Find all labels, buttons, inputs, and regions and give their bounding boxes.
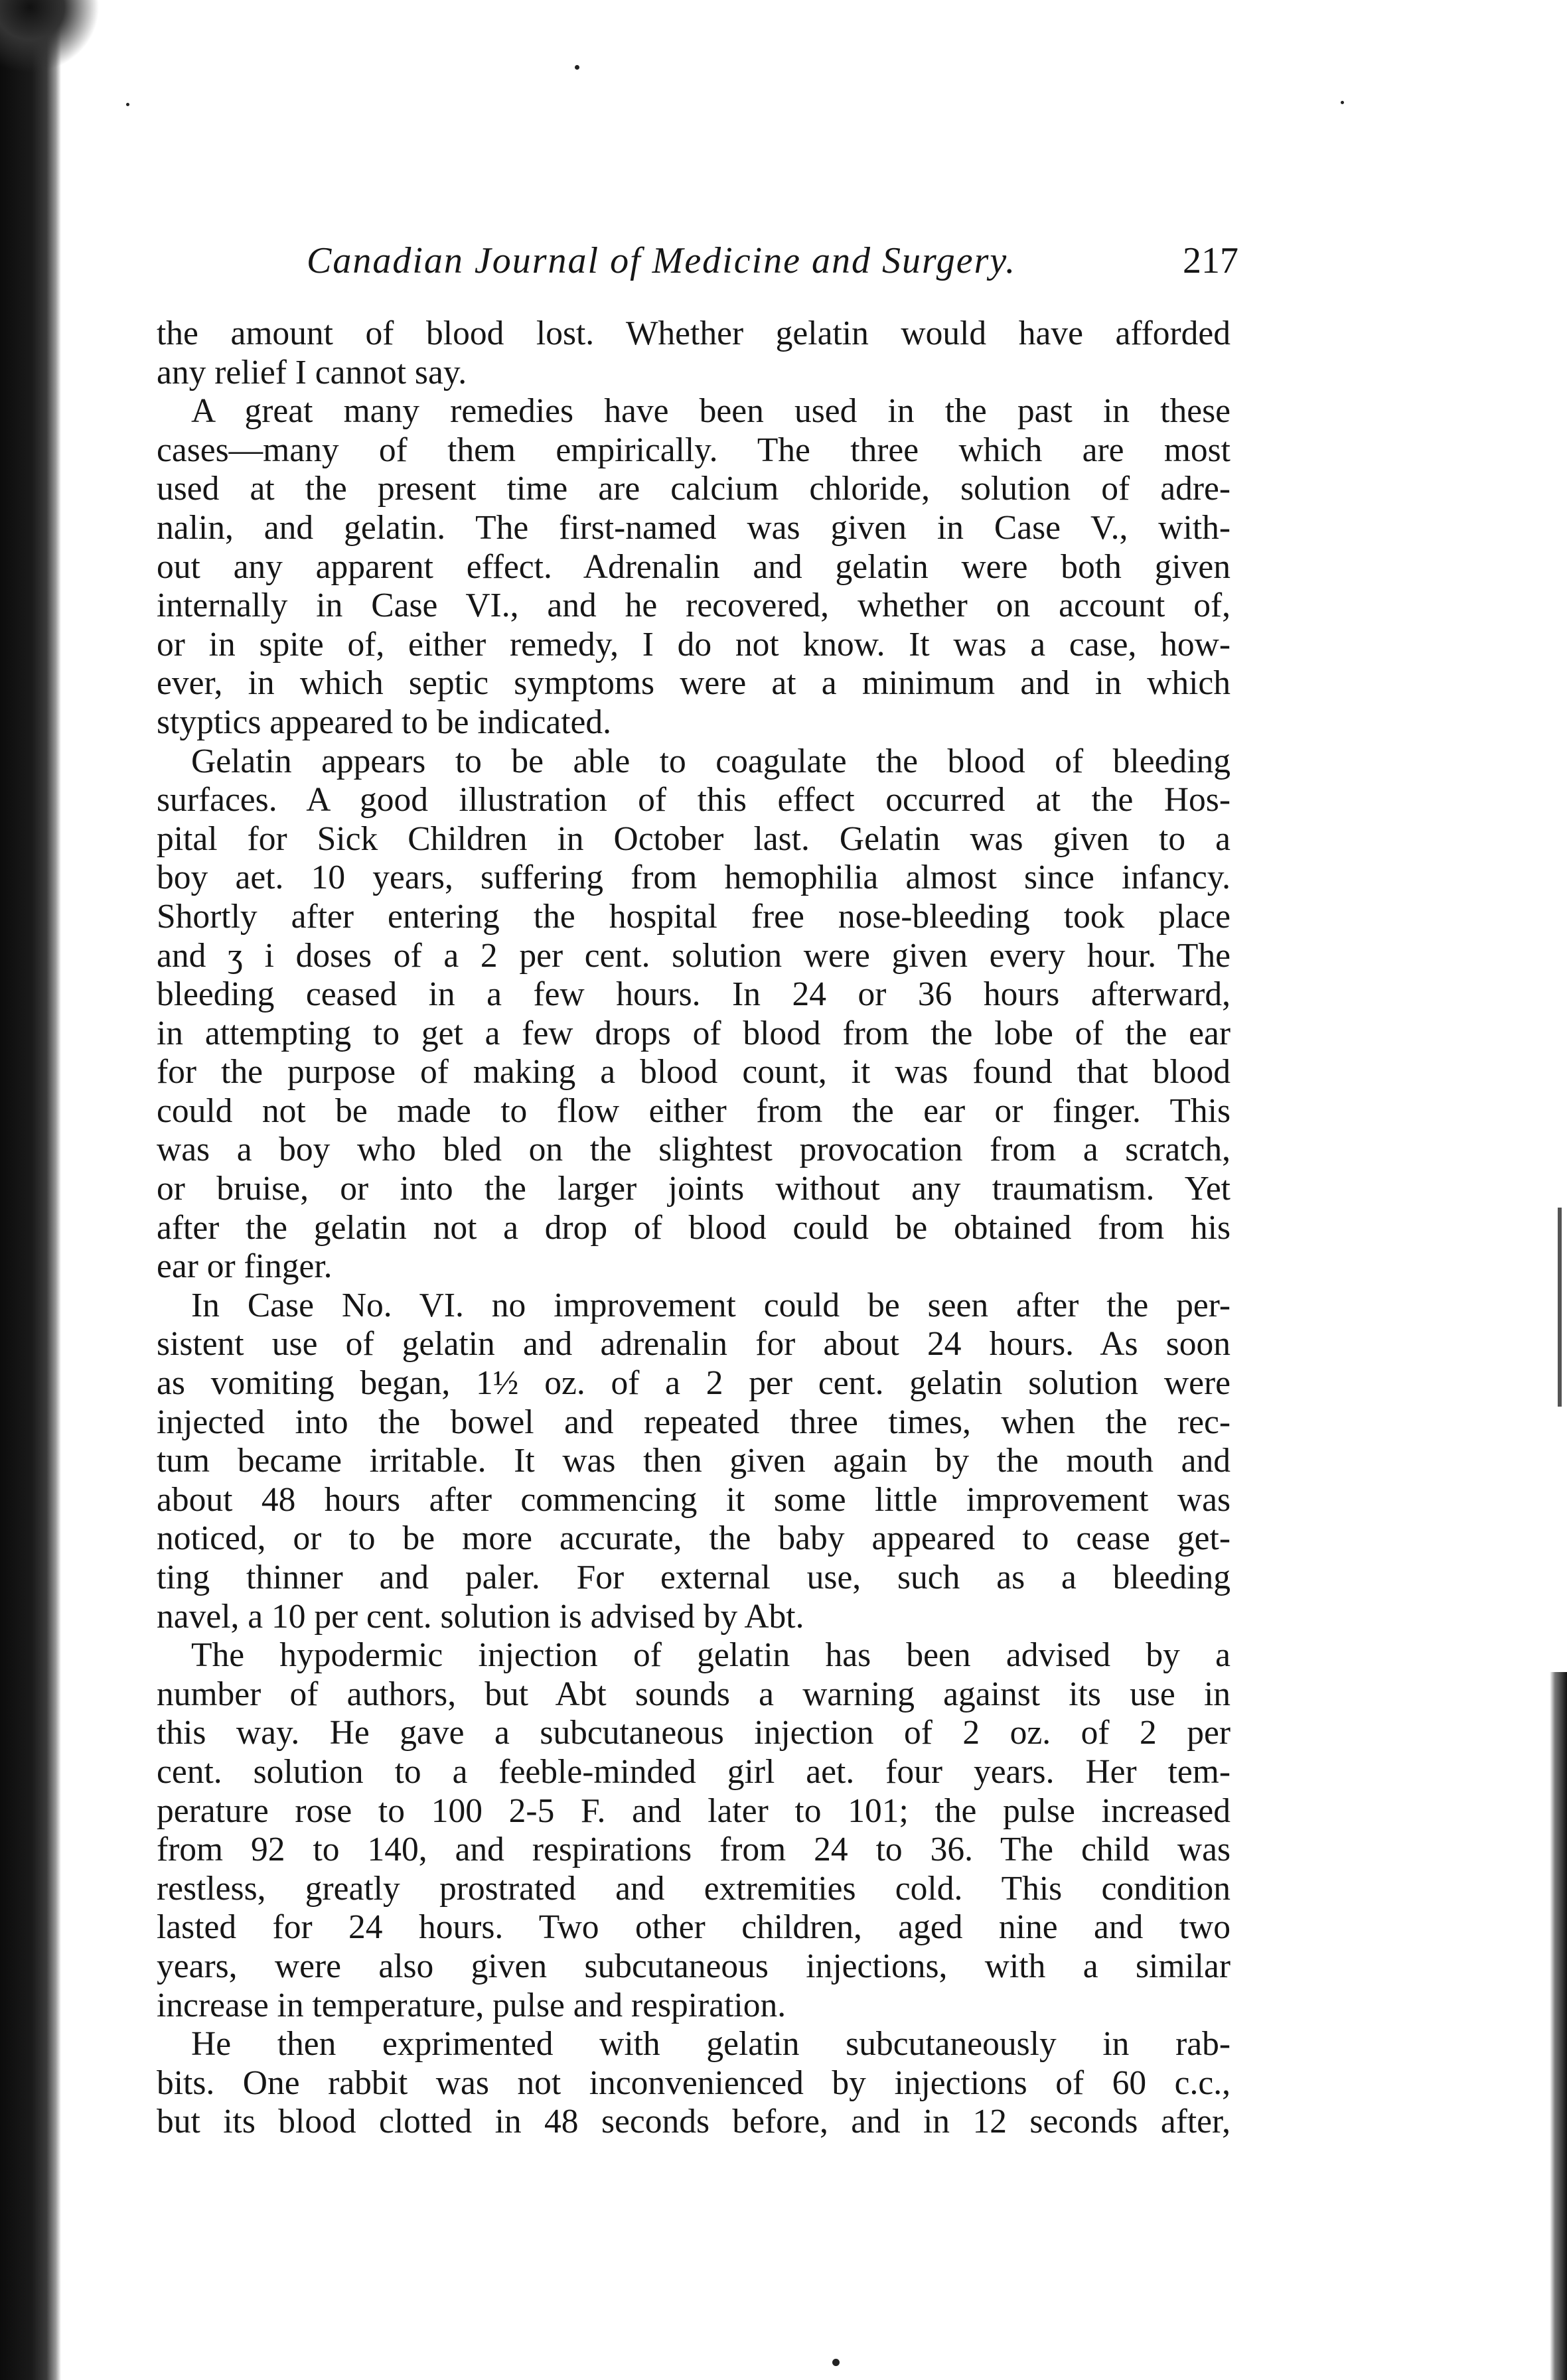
text-line: boy aet. 10 years, suffering from hemophilia almost since infancy. xyxy=(157,859,1231,897)
text-line: A great many remedies have been used in the past in these xyxy=(191,392,1231,431)
text-line: In Case No. VI. no improvement could be seen after the per- xyxy=(191,1286,1231,1324)
text-line: perature rose to 100 2-5 F. and later to 101; the pulse increased xyxy=(157,1791,1231,1830)
text-line: bleeding ceased in a few hours. In 24 or 36 hours afterward, xyxy=(157,975,1231,1014)
text-line: increase in temperature, pulse and respiration. xyxy=(157,1986,786,2024)
text-line: surfaces. A good illustration of this effect occurred at the Hos- xyxy=(157,781,1231,819)
running-head xyxy=(307,238,1238,284)
text-line: injected into the bowel and repeated three times, when the rec- xyxy=(157,1403,1231,1441)
text-line: tum became irritable. It was then given again by the mouth and xyxy=(157,1442,1231,1480)
ink-speck xyxy=(1341,101,1344,104)
text-line: but its blood clotted in 48 seconds before, and in 12 seconds after, xyxy=(157,2103,1231,2141)
text-line: sistent use of gelatin and adrenalin for about 24 hours. As soon xyxy=(157,1325,1231,1364)
ink-speck xyxy=(832,2359,840,2366)
text-line: bits. One rabbit was not inconvenienced by injections of 60 c.c., xyxy=(157,2064,1231,2102)
paragraph xyxy=(157,742,1231,1287)
text-line: as vomiting began, 1½ oz. of a 2 per cent. gelatin solution were xyxy=(157,1364,1231,1403)
book-binding-edge xyxy=(0,0,61,2380)
text-line: years, were also given subcutaneous injections, with a similar xyxy=(157,1947,1231,1985)
paragraph xyxy=(157,1287,1231,1636)
text-line: number of authors, but Abt sounds a warning against its use in xyxy=(157,1675,1231,1713)
text-line: this way. He gave a subcutaneous injection of 2 oz. of 2 per xyxy=(157,1714,1231,1752)
article-body xyxy=(157,315,1231,2142)
text-line: nalin, and gelatin. The first-named was given in Case V., with- xyxy=(157,508,1231,547)
text-line: could not be made to flow either from the ear or finger. This xyxy=(157,1091,1231,1130)
text-line: was a boy who bled on the slightest provocation from a scratch, xyxy=(157,1131,1231,1169)
text-line: the amount of blood lost. Whether gelatin would have afforded xyxy=(157,315,1231,352)
page-edge-shadow xyxy=(1558,1208,1562,1407)
paragraph xyxy=(157,1636,1231,2025)
ink-speck xyxy=(575,65,579,70)
text-line: restless, greatly prostrated and extremities cold. This condition xyxy=(157,1869,1231,1908)
text-line: styptics appeared to be indicated. xyxy=(157,703,611,741)
text-line: ear or finger. xyxy=(157,1247,333,1286)
text-line: or in spite of, either remedy, I do not know. It was a case, how- xyxy=(157,625,1231,664)
text-line: from 92 to 140, and respirations from 24 to 36. The child was xyxy=(157,1831,1231,1869)
page-number: 217 xyxy=(1183,240,1238,281)
text-line: lasted for 24 hours. Two other children, aged nine and two xyxy=(157,1908,1231,1947)
text-line: or bruise, or into the larger joints without any traumatism. Yet xyxy=(157,1170,1231,1208)
text-line: and ʒ i doses of a 2 per cent. solution were given every hour. The xyxy=(157,936,1231,975)
ink-speck xyxy=(126,103,129,106)
text-line: for the purpose of making a blood count, it was found that blood xyxy=(157,1053,1231,1091)
text-line: used at the present time are calcium chloride, solution of adre- xyxy=(157,470,1231,508)
text-line: The hypodermic injection of gelatin has been advised by a xyxy=(191,1636,1231,1675)
paragraph xyxy=(157,315,1231,392)
text-line: cases—many of them empirically. The three which are most xyxy=(157,431,1231,469)
paragraph xyxy=(157,392,1231,742)
text-line: about 48 hours after commencing it some little improvement was xyxy=(157,1480,1231,1519)
text-line: ting thinner and paler. For external use, such as a bleeding xyxy=(157,1559,1231,1596)
paragraph xyxy=(157,2025,1231,2142)
text-line: after the gelatin not a drop of blood could be obtained from his xyxy=(157,1208,1231,1247)
text-line: any relief I cannot say. xyxy=(157,353,467,391)
text-line: Gelatin appears to be able to coagulate the blood of bleeding xyxy=(191,742,1231,780)
text-line: cent. solution to a feeble-minded girl aet. four years. Her tem- xyxy=(157,1752,1231,1791)
text-line: navel, a 10 per cent. solution is advised by Abt. xyxy=(157,1597,804,1636)
text-line: ever, in which septic symptoms were at a minimum and in which xyxy=(157,664,1231,703)
text-line: noticed, or to be more accurate, the baby appeared to cease get- xyxy=(157,1519,1231,1558)
text-line: He then exprimented with gelatin subcutaneously in rab- xyxy=(191,2025,1231,2064)
text-line: internally in Case VI., and he recovered, whether on account of, xyxy=(157,587,1231,625)
text-line: Shortly after entering the hospital free nose-bleeding took place xyxy=(157,897,1231,936)
text-line: in attempting to get a few drops of blood from the lobe of the ear xyxy=(157,1014,1231,1052)
text-line: pital for Sick Children in October last. Gelatin was given to a xyxy=(157,819,1231,858)
page-edge-shadow xyxy=(1550,1672,1567,2380)
text-line: out any apparent effect. Adrenalin and gelatin were both given xyxy=(157,547,1231,586)
journal-title: Canadian Journal of Medicine and Surgery. xyxy=(307,240,1017,281)
